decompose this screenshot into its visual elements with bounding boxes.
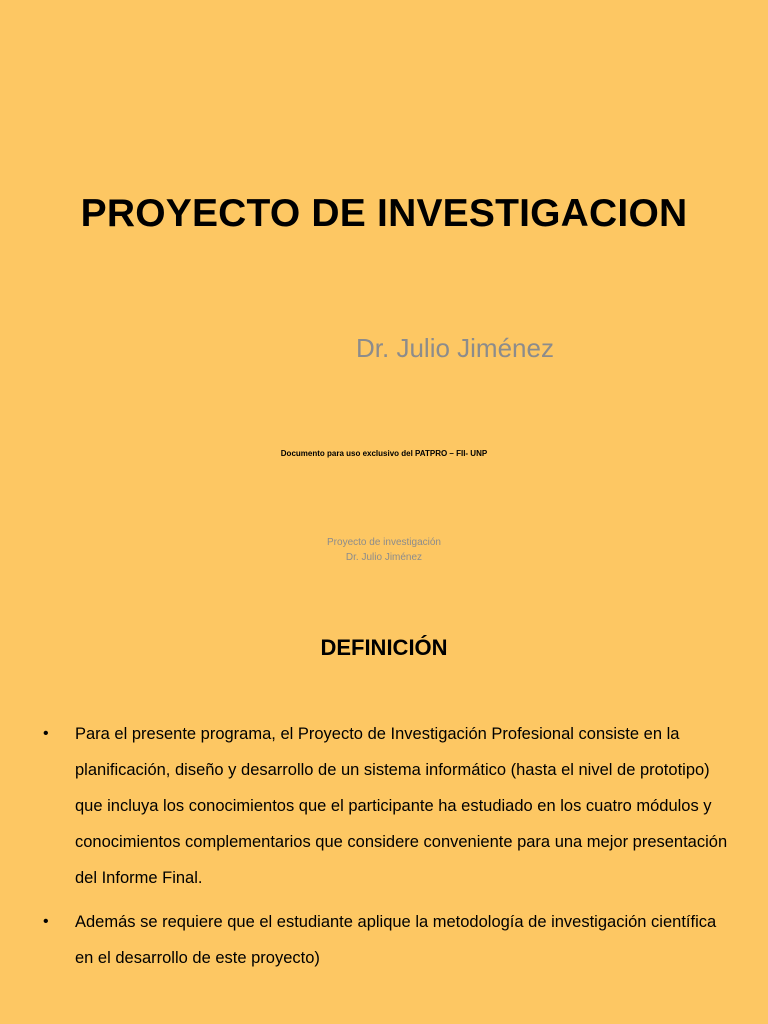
definition-bullet-list — [0, 716, 768, 984]
slide-title: PROYECTO DE INVESTIGACION — [80, 192, 688, 235]
list-item — [0, 904, 768, 976]
bullet-icon: • — [43, 913, 49, 930]
bullet-text: Además se requiere que el estudiante aplique la metodología de investigación científica en el desarrollo de este proyecto) — [75, 913, 717, 967]
definition-slide — [0, 590, 768, 1024]
slide-footer — [0, 535, 768, 565]
usage-notice: Documento para uso exclusivo del PATPRO – FII- UNP — [280, 449, 488, 458]
bullet-text: Para el presente programa, el Proyecto de Investigación Profesional consiste en la planificación, diseño y desarrollo de un sistema informático (hasta el nivel de prototipo) que incluya los conocimientos que el participante ha estudiado en los cuatro módulos y conocimientos complementarios que considere conveniente para una mejor presentación del Informe Final. — [75, 725, 728, 887]
section-title: DEFINICIÓN — [320, 635, 448, 660]
bullet-icon: • — [43, 725, 49, 742]
list-item — [0, 716, 768, 896]
author-subtitle: Dr. Julio Jiménez — [356, 333, 554, 363]
footer-line-author: Dr. Julio Jiménez — [345, 552, 423, 563]
footer-line-project: Proyecto de investigación — [327, 537, 441, 548]
